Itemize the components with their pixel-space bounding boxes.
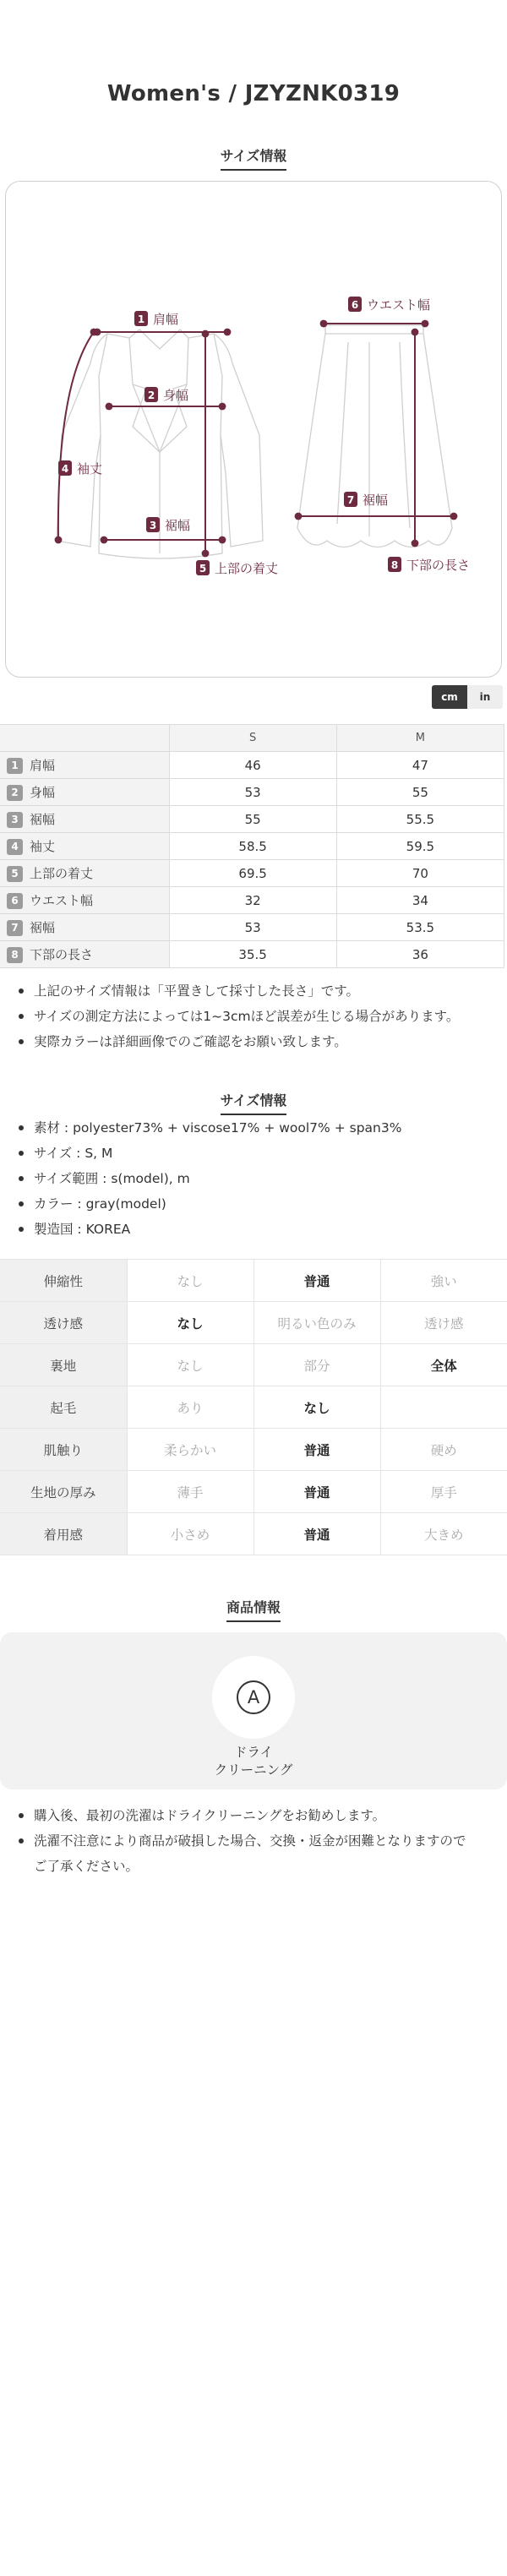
table-cell: 36 [336, 941, 504, 968]
attribute-label: 生地の厚み [0, 1471, 127, 1513]
attribute-option: なし [254, 1386, 380, 1429]
table-cell: 70 [336, 860, 504, 887]
attribute-option: 普通 [254, 1429, 380, 1471]
list-item: サイズ : S, M [15, 1141, 497, 1166]
attribute-option: 柔らかい [127, 1429, 254, 1471]
diagram-num-6: 6 [351, 299, 359, 311]
list-item: 素材 : polyester73% + viscose17% + wool7% + span3% [15, 1115, 497, 1141]
size-notes [15, 978, 497, 1054]
diagram-num-7: 7 [346, 494, 355, 506]
table-cell: 32 [169, 887, 336, 914]
care-symbol-circle [212, 1656, 295, 1739]
table-cell: 53 [169, 914, 336, 941]
list-item: 上記のサイズ情報は「平置きして採寸した長さ」です。 [15, 978, 497, 1004]
size-table-header [0, 725, 504, 752]
attribute-option: 小さめ [127, 1513, 254, 1555]
row-label: ウエスト幅 [30, 893, 94, 908]
row-number: 8 [7, 947, 23, 963]
row-number: 1 [7, 758, 23, 774]
table-cell: 46 [169, 752, 336, 779]
attribute-option: なし [127, 1344, 254, 1386]
page-title: Women's / JZYZNK0319 [106, 81, 401, 106]
diagram-label-2: 身幅 [163, 388, 189, 403]
row-label: 肩幅 [30, 758, 56, 773]
unit-in-button[interactable]: in [467, 685, 503, 709]
table-cell: 47 [336, 752, 504, 779]
care-label: ドライ クリーニング [214, 1745, 293, 1778]
table-row [0, 1429, 507, 1471]
row-number: 3 [7, 812, 23, 828]
diagram-label-8: 下部の長さ [406, 558, 471, 573]
attribute-option: 普通 [254, 1471, 380, 1513]
attribute-option: 強い [380, 1260, 507, 1302]
table-cell: 34 [336, 887, 504, 914]
info-section-title: サイズ情報 [0, 1090, 507, 1115]
list-item: カラー : gray(model) [15, 1191, 497, 1217]
table-row [0, 1471, 507, 1513]
diagram-label-1: 肩幅 [153, 312, 179, 327]
attribute-option: 明るい色のみ [254, 1302, 380, 1344]
row-label: 裾幅 [30, 812, 56, 827]
product-info-title: 商品情報 [0, 1597, 507, 1622]
table-row [0, 1386, 507, 1429]
size-col-s: S [169, 725, 336, 752]
attribute-option: 薄手 [127, 1471, 254, 1513]
size-table-corner [0, 725, 169, 752]
diagram-label-5: 上部の着丈 [215, 561, 279, 576]
dry-clean-icon: A [237, 1680, 270, 1714]
diagram-num-4: 4 [61, 463, 69, 475]
care-info-box [0, 1632, 507, 1789]
size-table [0, 724, 504, 968]
diagram-num-5: 5 [199, 563, 207, 575]
table-cell: 59.5 [336, 833, 504, 860]
table-row [0, 914, 504, 941]
table-row [0, 1513, 507, 1555]
attribute-option: 厚手 [380, 1471, 507, 1513]
diagram-label-3: 裾幅 [165, 518, 191, 533]
diagram-num-2: 2 [147, 389, 155, 401]
size-col-m: M [336, 725, 504, 752]
diagram-num-3: 3 [149, 520, 157, 531]
table-row [0, 779, 504, 806]
care-notes [15, 1803, 497, 1854]
row-number: 6 [7, 893, 23, 909]
table-row [0, 833, 504, 860]
fabric-attribute-table [0, 1259, 507, 1555]
row-number: 4 [7, 839, 23, 855]
attribute-option: 透け感 [380, 1302, 507, 1344]
attribute-option: 普通 [254, 1513, 380, 1555]
product-spec-list [15, 1115, 497, 1242]
attribute-option: 部分 [254, 1344, 380, 1386]
attribute-label: 起毛 [0, 1386, 127, 1429]
table-row [0, 1302, 507, 1344]
table-cell: 55 [169, 806, 336, 833]
care-note-continuation: ご了承ください。 [34, 1859, 139, 1874]
row-label: 下部の長さ [30, 947, 94, 962]
size-diagram [5, 181, 502, 678]
attribute-option: なし [127, 1260, 254, 1302]
table-cell: 53 [169, 779, 336, 806]
table-cell: 55.5 [336, 806, 504, 833]
diagram-label-7: 裾幅 [363, 493, 389, 508]
diagram-label-4: 袖丈 [77, 461, 103, 477]
attribute-label: 裏地 [0, 1344, 127, 1386]
table-row [0, 1260, 507, 1302]
table-cell: 55 [336, 779, 504, 806]
row-number: 2 [7, 785, 23, 801]
attribute-option: なし [127, 1302, 254, 1344]
table-cell: 53.5 [336, 914, 504, 941]
table-cell: 69.5 [169, 860, 336, 887]
attribute-option: 大きめ [380, 1513, 507, 1555]
skirt-outline [297, 325, 452, 547]
row-label: 袖丈 [30, 839, 56, 854]
table-row [0, 887, 504, 914]
table-row [0, 941, 504, 968]
list-item: 洗濯不注意により商品が破損した場合、交換・返金が困難となりますので [15, 1828, 497, 1854]
diagram-labels [58, 297, 470, 576]
diagram-num-8: 8 [390, 559, 399, 571]
diagram-num-1: 1 [137, 313, 145, 325]
attribute-option: 普通 [254, 1260, 380, 1302]
measurement-lines [58, 324, 454, 553]
garment-illustration [6, 182, 503, 678]
list-item: 製造国 : KOREA [15, 1217, 497, 1242]
size-section-title: サイズ情報 [0, 145, 507, 171]
table-cell: 35.5 [169, 941, 336, 968]
attribute-option: 硬め [380, 1429, 507, 1471]
attribute-label: 透け感 [0, 1302, 127, 1344]
list-item: サイズ範囲 : s(model), m [15, 1166, 497, 1191]
line-4 [58, 332, 94, 540]
table-row [0, 1344, 507, 1386]
list-item: 実際カラーは詳細画像でのご確認をお願い致します。 [15, 1029, 497, 1054]
row-number: 5 [7, 866, 23, 882]
attribute-option: 全体 [380, 1344, 507, 1386]
list-item: 購入後、最初の洗濯はドライクリーニングをお勧めします。 [15, 1803, 497, 1828]
table-row [0, 806, 504, 833]
unit-toggle[interactable] [432, 685, 503, 709]
table-cell: 58.5 [169, 833, 336, 860]
attribute-option: あり [127, 1386, 254, 1429]
table-row [0, 752, 504, 779]
row-label: 裾幅 [30, 920, 56, 935]
list-item: サイズの測定方法によっては1~3cmほど誤差が生じる場合があります。 [15, 1004, 497, 1029]
attribute-label: 肌触り [0, 1429, 127, 1471]
row-number: 7 [7, 920, 23, 936]
attribute-label: 着用感 [0, 1513, 127, 1555]
diagram-label-6: ウエスト幅 [367, 297, 431, 313]
row-label: 上部の着丈 [30, 866, 94, 881]
attribute-option [380, 1386, 507, 1429]
table-row [0, 860, 504, 887]
unit-cm-button[interactable]: cm [432, 685, 467, 709]
row-label: 身幅 [30, 785, 56, 800]
attribute-label: 伸縮性 [0, 1260, 127, 1302]
